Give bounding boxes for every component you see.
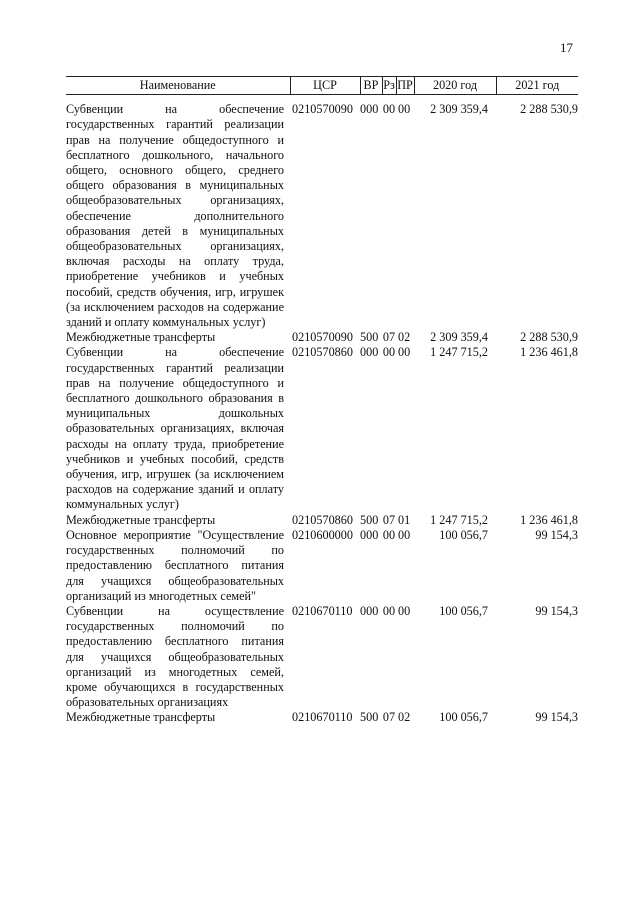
row-pr: 00	[398, 102, 411, 117]
row-vr: 500	[360, 330, 379, 345]
row-rz: 00	[382, 603, 396, 618]
column-header-2020: 2020 год	[414, 77, 496, 95]
row-pr: 01	[398, 512, 411, 527]
table-row	[66, 528, 578, 604]
row-rz: 00	[382, 102, 396, 117]
row-csr: 0210570860	[292, 345, 353, 360]
row-amount-2020: 1 247 715,2	[430, 512, 488, 527]
column-header-csr: ЦСР	[290, 77, 360, 95]
row-amount-2021: 1 236 461,8	[520, 512, 578, 527]
row-amount-2020: 2 309 359,4	[430, 102, 488, 117]
row-name: Межбюджетные трансферты	[66, 512, 216, 527]
row-vr: 000	[360, 527, 379, 542]
row-pr: 02	[398, 330, 411, 345]
row-name: Субвенции на осуществление государственных полномочий по предоставлению бесплатного питания для учащихся общеобразовательных организаций из многодетных семей, кроме обучающихся в государственных образовательных организациях	[66, 603, 284, 710]
row-vr: 500	[360, 512, 379, 527]
table-row	[66, 330, 578, 345]
row-amount-2020: 1 247 715,2	[430, 345, 488, 360]
row-amount-2021: 99 154,3	[535, 603, 578, 618]
row-name: Межбюджетные трансферты	[66, 330, 216, 345]
page-number: 17	[560, 40, 573, 55]
row-csr: 0210670110	[292, 710, 353, 725]
row-vr: 000	[360, 345, 379, 360]
row-name: Субвенции на обеспечение государственных гарантий реализации прав на получение общедоступного и бесплатного дошкольного, начального общего, основного общего, среднего общего образования в муниципальных общеобразовательных организациях, обеспечение дополнительного образования детей в муниципальных общеобразовательных организациях, включая расходы на оплату труда, приобретение учебников и учебных пособий, средств обучения, игр, игрушек (за исключением расходов на содержание зданий и оплату коммунальных услуг)	[66, 102, 284, 330]
row-csr: 0210670110	[292, 603, 353, 618]
row-amount-2020: 2 309 359,4	[430, 330, 488, 345]
row-csr: 0210570090	[292, 102, 353, 117]
row-rz: 00	[382, 345, 396, 360]
row-amount-2021: 2 288 530,9	[520, 330, 578, 345]
row-csr: 0210570860	[292, 512, 353, 527]
row-pr: 00	[398, 345, 411, 360]
row-name: Основное мероприятие "Осуществление государственных полномочий по предоставлению бесплатного питания для учащихся общеобразовательных организаций из многодетных семей"	[66, 527, 284, 603]
row-vr: 000	[360, 603, 379, 618]
row-amount-2020: 100 056,7	[439, 527, 488, 542]
row-rz: 07	[382, 330, 396, 345]
budget-table	[66, 76, 578, 726]
row-vr: 000	[360, 102, 379, 117]
column-header-vr: ВР	[360, 77, 382, 95]
table-row	[66, 710, 578, 725]
row-amount-2021: 99 154,3	[535, 527, 578, 542]
row-amount-2021: 2 288 530,9	[520, 102, 578, 117]
row-name: Субвенции на обеспечение государственных гарантий реализации прав на получение общедоступного и бесплатного дошкольного образования в муниципальных дошкольных образовательных организациях, включая расходы на оплату труда, приобретение учебников и учебных пособий, средств обучения, игр, игрушек (за исключением расходов на содержание зданий и оплату коммунальных услуг)	[66, 345, 284, 512]
column-header-name: Наименование	[66, 77, 290, 95]
row-pr: 00	[398, 527, 411, 542]
row-pr: 02	[398, 710, 411, 725]
row-amount-2021: 99 154,3	[535, 710, 578, 725]
table-row	[66, 345, 578, 512]
row-csr: 0210600000	[292, 527, 353, 542]
row-pr: 00	[398, 603, 411, 618]
column-header-2021: 2021 год	[496, 77, 578, 95]
table-header	[66, 77, 578, 95]
table-body	[66, 95, 578, 726]
row-csr: 0210570090	[292, 330, 353, 345]
table-header-row	[66, 77, 578, 95]
row-name: Межбюджетные трансферты	[66, 710, 216, 725]
row-rz: 00	[382, 527, 396, 542]
row-vr: 500	[360, 710, 379, 725]
row-rz: 07	[382, 512, 396, 527]
column-header-rz: Рз	[382, 77, 396, 95]
row-amount-2020: 100 056,7	[439, 710, 488, 725]
row-amount-2020: 100 056,7	[439, 603, 488, 618]
table-row	[66, 513, 578, 528]
row-amount-2021: 1 236 461,8	[520, 345, 578, 360]
column-header-pr: ПР	[396, 77, 414, 95]
table-row	[66, 604, 578, 710]
row-rz: 07	[382, 710, 396, 725]
table-row	[66, 95, 578, 331]
